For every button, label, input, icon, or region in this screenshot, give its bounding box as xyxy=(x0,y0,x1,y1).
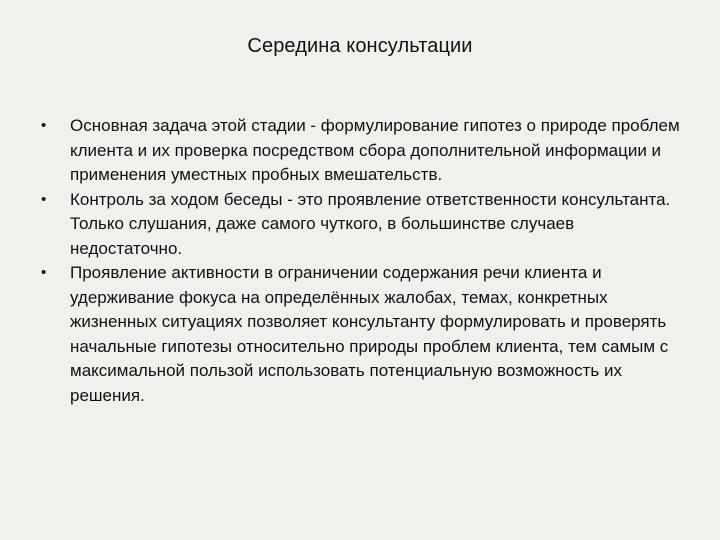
bullet-marker: • xyxy=(41,264,47,281)
bullet-marker: • xyxy=(41,190,47,208)
bullet-text: Проявление активности в ограничении содержания речи клиента и удерживание фокуса на определённых жалобах, темах, конкретных жизненных ситуациях позволяет консультанту формулировать и проверять начальные гипотезы относительно природы проблем клиента, тем самым с максимальной пользой использовать потенциальную возможность их решения. xyxy=(70,263,669,405)
slide-title: Середина консультации xyxy=(247,35,473,57)
bullet-item xyxy=(40,114,680,188)
bullet-item xyxy=(40,261,680,408)
bullet-marker: • xyxy=(41,117,47,134)
bullet-text: Основная задача этой стадии - формулирование гипотез о природе проблем клиента и их проверка посредством сбора дополнительной информации и применения уместных пробных вмешательств. xyxy=(70,116,680,184)
bullet-text: Контроль за ходом беседы - это проявление ответственности консультанта. Только слушания, даже самого чуткого, в большинстве случаев недостаточно. xyxy=(70,189,671,258)
bullet-list xyxy=(40,114,680,408)
bullet-item xyxy=(40,188,680,262)
